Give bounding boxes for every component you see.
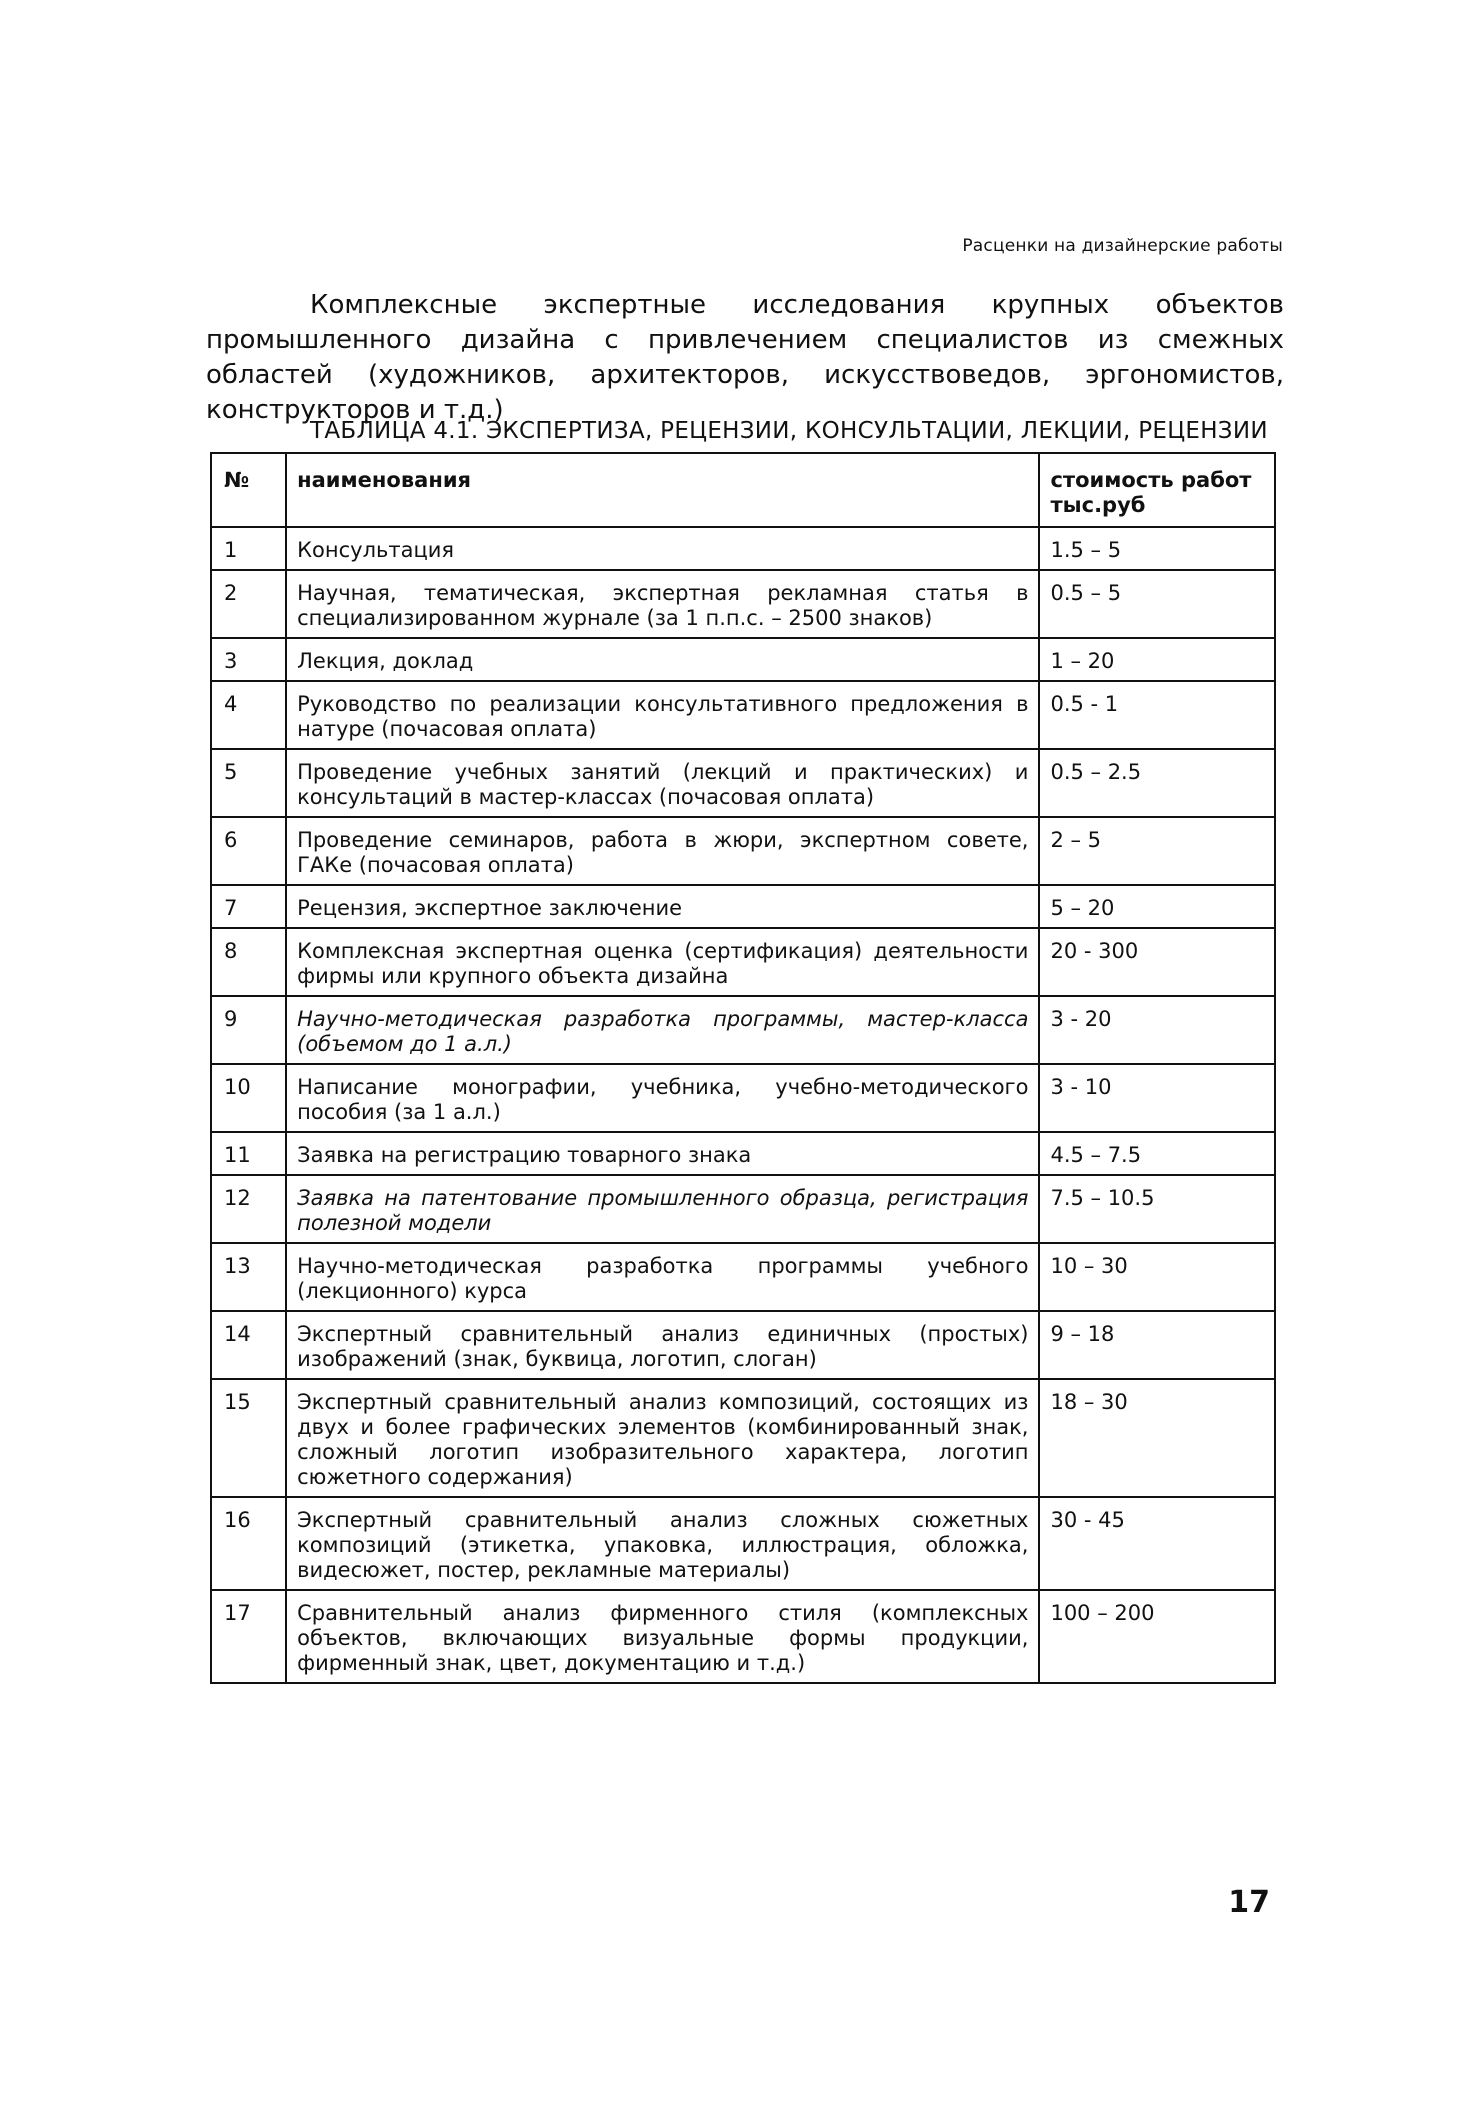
row-name: Написание монографии, учебника, учебно-методического пособия (за 1 а.л.) [286,1064,1039,1132]
table-row [211,527,1275,570]
row-name: Экспертный сравнительный анализ композиций, состоящих из двух и более графических элементов (комбинированный знак, сложный логотип изобразительного характера, логотип сюжетного содержания) [286,1379,1039,1497]
row-name: Проведение учебных занятий (лекций и практических) и консультаций в мастер-классах (почасовая оплата) [286,749,1039,817]
row-num: 14 [211,1311,286,1379]
row-name: Научно-методическая разработка программы, мастер-класса (объемом до 1 а.л.) [286,996,1039,1064]
row-price: 1 – 20 [1039,638,1275,681]
row-num: 16 [211,1497,286,1590]
table-row [211,817,1275,885]
intro-paragraph: Комплексные экспертные исследования крупных объектов промышленного дизайна с привлечением специалистов из смежных областей (художников, архитекторов, искусствоведов, эргономистов, конструкторов и т.д.) [206,290,1284,425]
row-price: 18 – 30 [1039,1379,1275,1497]
rates-table [210,452,1276,1684]
row-name: Рецензия, экспертное заключение [286,885,1039,928]
row-name: Проведение семинаров, работа в жюри, экспертном совете, ГАКе (почасовая оплата) [286,817,1039,885]
row-name: Экспертный сравнительный анализ сложных сюжетных композиций (этикетка, упаковка, иллюстрация, обложка, видесюжет, постер, рекламные материалы) [286,1497,1039,1590]
header-price [1039,453,1275,527]
row-name: Научная, тематическая, экспертная рекламная статья в специализированном журнале (за 1 п.п.с. – 2500 знаков) [286,570,1039,638]
row-price: 30 - 45 [1039,1497,1275,1590]
table-row [211,928,1275,996]
row-num: 7 [211,885,286,928]
header-name: наименования [286,453,1039,527]
table-row [211,681,1275,749]
row-name: Лекция, доклад [286,638,1039,681]
row-price: 2 – 5 [1039,817,1275,885]
row-price: 20 - 300 [1039,928,1275,996]
table-row [211,885,1275,928]
table-row [211,996,1275,1064]
row-num: 6 [211,817,286,885]
table-row [211,1243,1275,1311]
row-name: Научно-методическая разработка программы учебного (лекционного) курса [286,1243,1039,1311]
row-price: 100 – 200 [1039,1590,1275,1683]
row-name: Комплексная экспертная оценка (сертификация) деятельности фирмы или крупного объекта дизайна [286,928,1039,996]
row-price: 9 – 18 [1039,1311,1275,1379]
table-row [211,749,1275,817]
row-num: 3 [211,638,286,681]
table-header-row [211,453,1275,527]
header-num: № [211,453,286,527]
row-price: 3 - 10 [1039,1064,1275,1132]
row-num: 12 [211,1175,286,1243]
row-price: 3 - 20 [1039,996,1275,1064]
row-name: Заявка на регистрацию товарного знака [286,1132,1039,1175]
row-price: 0.5 – 2.5 [1039,749,1275,817]
row-num: 11 [211,1132,286,1175]
row-price: 0.5 – 5 [1039,570,1275,638]
row-num: 2 [211,570,286,638]
table-row [211,570,1275,638]
row-price: 7.5 – 10.5 [1039,1175,1275,1243]
table-caption: ТАБЛИЦА 4.1. ЭКСПЕРТИЗА, РЕЦЕНЗИИ, КОНСУЛЬТАЦИИ, ЛЕКЦИИ, РЕЦЕНЗИИ [310,418,1268,444]
row-num: 8 [211,928,286,996]
row-num: 9 [211,996,286,1064]
table-row [211,1132,1275,1175]
header-price-line2: тыс.руб [1050,493,1146,517]
row-num: 17 [211,1590,286,1683]
table-row [211,1590,1275,1683]
table-row [211,1497,1275,1590]
row-num: 4 [211,681,286,749]
row-name: Сравнительный анализ фирменного стиля (комплексных объектов, включающих визуальные формы продукции, фирменный знак, цвет, документацию и т.д.) [286,1590,1039,1683]
table-row [211,1175,1275,1243]
row-num: 1 [211,527,286,570]
row-name: Экспертный сравнительный анализ единичных (простых) изображений (знак, буквица, логотип, слоган) [286,1311,1039,1379]
row-num: 10 [211,1064,286,1132]
table-row [211,1311,1275,1379]
row-price: 4.5 – 7.5 [1039,1132,1275,1175]
page-number: 17 [1228,1885,1270,1920]
row-price: 0.5 - 1 [1039,681,1275,749]
row-name: Заявка на патентование промышленного образца, регистрация полезной модели [286,1175,1039,1243]
row-num: 5 [211,749,286,817]
row-price: 5 – 20 [1039,885,1275,928]
row-num: 13 [211,1243,286,1311]
row-price: 1.5 – 5 [1039,527,1275,570]
row-price: 10 – 30 [1039,1243,1275,1311]
row-name: Руководство по реализации консультативного предложения в натуре (почасовая оплата) [286,681,1039,749]
running-head: Расценки на дизайнерские работы [962,236,1283,256]
table-row [211,1379,1275,1497]
row-num: 15 [211,1379,286,1497]
header-price-line1: стоимость работ [1050,468,1252,492]
table-row [211,1064,1275,1132]
row-name: Консультация [286,527,1039,570]
table-row [211,638,1275,681]
